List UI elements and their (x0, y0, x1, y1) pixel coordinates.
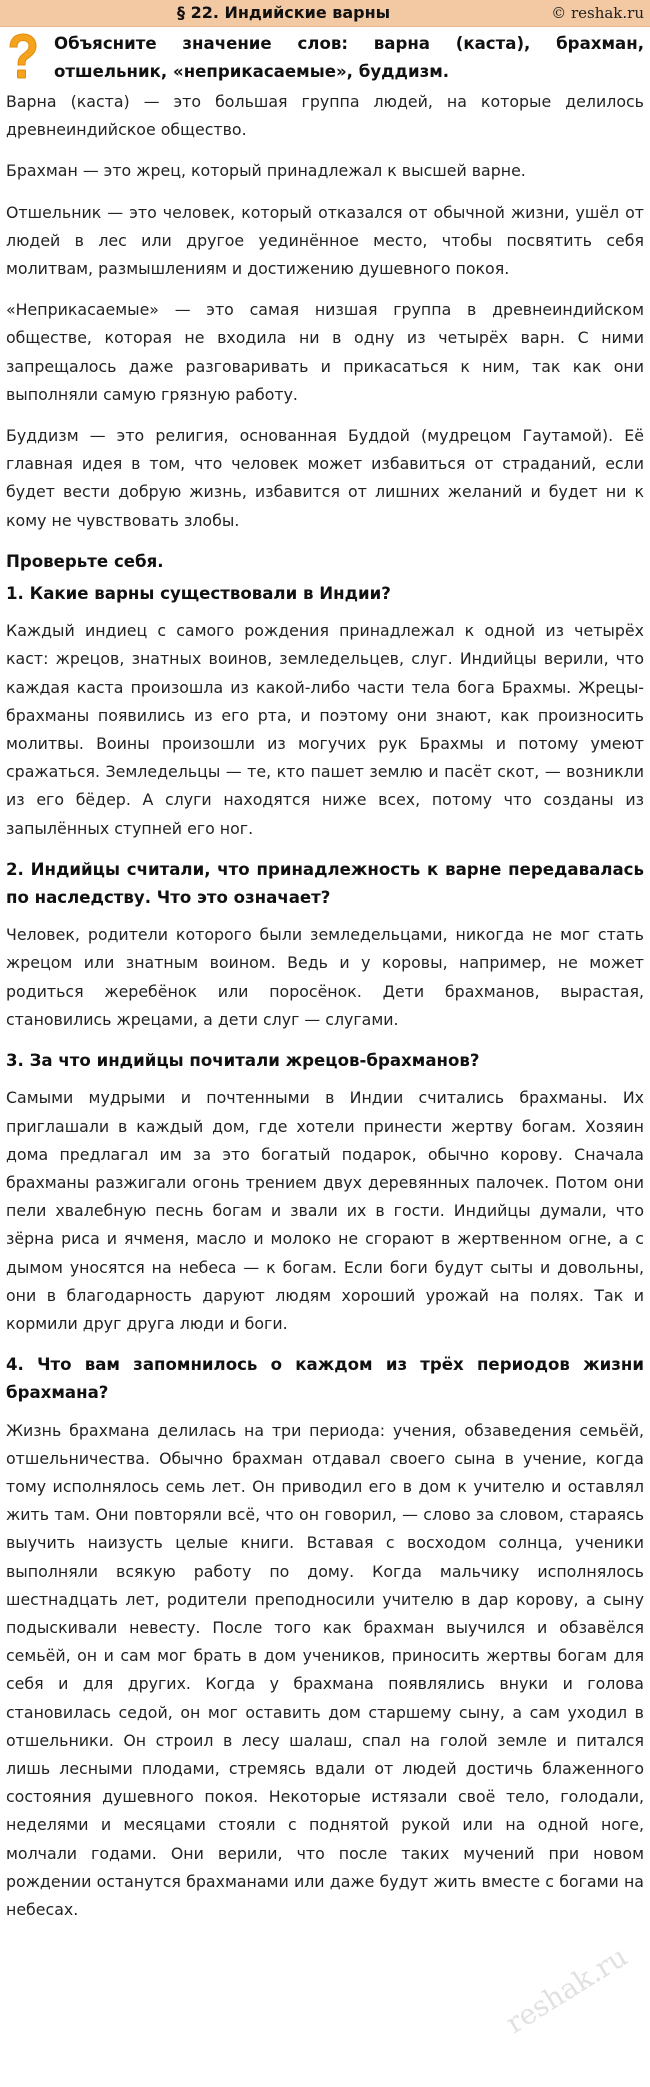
page-title: § 22. Индийские варны (177, 3, 391, 22)
question-2-heading: 2. Индийцы считали, что принадлежность к варне передавалась по наследству. Что это означает? (6, 859, 644, 908)
watermark: reshak.ru (500, 1939, 634, 2040)
definition-varna: Варна (каста) — это большая группа людей, на которые делилось древнеиндийское общество. (6, 92, 644, 140)
definition-buddhism: Буддизм — это религия, основанная Буддой (мудрецом Гаутамой). Её главная идея в том, что человек может избавиться от страданий, если будет вести добрую жизнь, избавится от лишних желаний и будет ни к кому не чувствовать злобы. (6, 426, 644, 530)
question-2-answer: Человек, родители которого были земледельцами, никогда не мог стать жрецом или знатным воином. Ведь и у коровы, например, не может родиться жеребёнок или поросёнок. Дети брахманов, вырастая, становились жрецами, а дети слуг — слугами. (6, 925, 644, 1029)
question-1-heading: 1. Какие варны существовали в Индии? (6, 584, 391, 604)
header-bar (0, 0, 650, 27)
question-3-answer: Самыми мудрыми и почтенными в Индии считались брахманы. Их приглашали в каждый дом, где хотели принести жертву богам. Хозяин дома предлагал им за это богатый подарок, обычно корову. Сначала брахманы разжигали огонь трением двух деревянных палочек. Потом они пели хвалебную песнь богам и звали их в гости. Индийцы думали, что зёрна риса и ячменя, масло и молоко не сгорают в жертвенном огне, а с дымом уносятся на небеса — к богам. Если боги будут сыты и довольны, они в благодарность даруют людям хороший урожай на полях. Так и кормили друг друга люди и боги. (6, 1088, 644, 1333)
question-4-answer: Жизнь брахмана делилась на три периода: учения, обзаведения семьёй, отшельничества. Обычно брахман отдавал своего сына в учение, когда тому исполнялось семь лет. Он приводил его в дом к учителю и оставлял жить там. Они повторяли всё, что он говорил, — слово за словом, стараясь выучить наизусть целые книги. Вставая с восходом солнца, ученики выполняли всякую работу по дому. Когда мальчику исполнялось шестнадцать лет, родители преподносили учителю в дар корову, а сыну подыскивали невесту. После того как брахман выучился и обзавёлся семьёй, он и сам мог брать в дом учеников, приносить жертвы богам для себя и для других. Когда у брахмана появлялись внуки и голова становилась седой, он мог оставить дом старшему сыну, а сам уходил в отшельники. Он строил в лесу шалаш, спал на голой земле и питался лишь лесными плодами, стремясь вдали от людей достичь блаженного состояния душевного покоя. Некоторые истязали своё тело, голодали, неделями и месяцами стояли с поднятой рукой или на одной ноге, молчали годами. Они верили, что после таких мучений при новом рождении останутся брахманами или даже будут жить вместе с богами на небесах. (6, 1420, 644, 1919)
site-credit[interactable]: © reshak.ru (551, 4, 644, 22)
question-3-heading: 3. За что индийцы почитали жрецов-брахманов? (6, 1051, 480, 1071)
question-text: Объясните значение слов: варна (каста), брахман, отшельник, «неприкасаемые», буддизм. (54, 34, 644, 81)
content (6, 88, 644, 1937)
definition-hermit: Отшельник — это человек, который отказался от обычной жизни, ушёл от людей в лес или другое уединённое место, чтобы посвятить себя молитвам, размышлениям и достижению душевного покоя. (6, 202, 644, 279)
question-4-heading: 4. Что вам запомнилось о каждом из трёх периодов жизни брахмана? (6, 1355, 644, 1403)
definition-brahman: Брахман — это жрец, который принадлежал к высшей варне. (6, 161, 526, 181)
question-mark-icon (3, 32, 43, 84)
definition-untouchables: «Неприкасаемые» — это самая низшая группа в древнеиндийском обществе, которая не входила ни в одну из четырёх варн. С ними запрещалось даже разговаривать и прикасаться к ним, так как они выполняли самую грязную работу. (6, 300, 644, 404)
question-1-answer: Каждый индиец с самого рождения принадлежал к одной из четырёх каст: жрецов, знатных воинов, земледельцев, слуг. Индийцы верили, что каждая каста произошла из какой-либо части тела бога Брахмы. Жрецы-брахманы появились из его рта, и поэтому они знают, как произносить молитвы. Воины произошли из могучих рук Брахмы и потому умеют сражаться. Земледельцы — те, кто пашет землю и пасёт скот, — возникли из его бёдер. А слуги находятся ниже всех, потому что созданы из запылённых ступней его ног. (6, 621, 644, 838)
check-yourself-heading: Проверьте себя. (6, 551, 164, 571)
